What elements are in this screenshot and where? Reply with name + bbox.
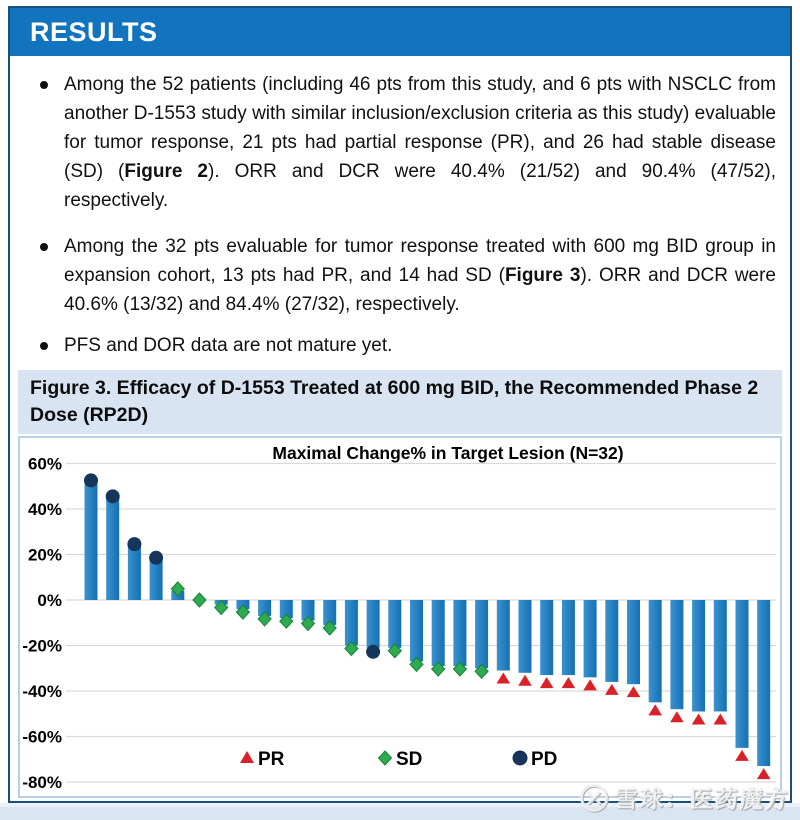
bar	[584, 600, 597, 677]
pr-marker	[648, 704, 662, 715]
bar	[453, 600, 466, 666]
bar	[736, 600, 749, 748]
legend-label: PD	[531, 749, 558, 770]
pd-marker	[127, 537, 141, 551]
pr-marker	[714, 713, 728, 724]
bullet-dot-icon	[40, 342, 48, 350]
bar	[627, 600, 640, 684]
figure3-caption: Figure 3. Efficacy of D-1553 Treated at 600 mg BID, the Recommended Phase 2 Dose (RP2D)	[18, 370, 782, 434]
xueqiu-logo-icon	[579, 783, 609, 813]
pr-marker	[627, 686, 641, 697]
bullet-dot-icon	[40, 243, 48, 251]
legend-pd-marker-icon	[513, 751, 528, 766]
bullet-dot-icon	[40, 81, 48, 89]
bar	[714, 600, 727, 711]
bullet-item	[30, 70, 776, 215]
y-tick-label: -20%	[22, 636, 62, 656]
results-panel	[8, 6, 792, 804]
bar	[519, 600, 532, 673]
bar	[475, 600, 488, 668]
y-tick-label: 40%	[27, 500, 62, 519]
pr-marker	[497, 673, 511, 684]
watermark	[579, 781, 790, 814]
bullet-text: PFS and DOR data are not mature yet.	[64, 335, 393, 356]
waterfall-chart-container	[18, 436, 782, 798]
pd-marker	[149, 551, 163, 565]
bar	[432, 600, 445, 666]
waterfall-chart	[20, 438, 782, 796]
legend-pr-marker-icon	[240, 751, 254, 763]
pr-marker	[735, 750, 749, 761]
bar	[692, 600, 705, 711]
y-tick-label: 0%	[37, 591, 62, 610]
bar	[106, 495, 119, 600]
results-section-header: RESULTS	[10, 8, 790, 56]
y-tick-label: 60%	[27, 454, 62, 474]
bar	[670, 600, 683, 709]
pr-marker	[562, 677, 576, 688]
bullet-text: Among the 32 pts evaluable for tumor response treated with 600 mg BID group in expansion cohort, 13 pts had PR, and 14 had SD (Figure 3). ORR and DCR were 40.6% (13/32) and 84.4% (27/32), respectively.	[64, 236, 777, 315]
legend-label: PR	[258, 749, 285, 770]
legend-sd-marker-icon	[379, 751, 392, 765]
y-tick-label: 20%	[27, 545, 62, 565]
y-tick-label: -40%	[22, 682, 62, 701]
bar	[757, 600, 770, 766]
y-tick-label: -80%	[22, 773, 62, 792]
bar	[388, 600, 401, 648]
bullet-text: Among the 52 patients (including 46 pts from this study, and 6 pts with NSCLC from another D-1553 study with similar inclusion/exclusion criteria as this study) evaluable for tumor response, 21 pts had partial response (PR), and 26 had stable disease (SD) (Figure 2). ORR and DCR were 40.4% (21/52) and 90.4% (47/52), respectively.	[64, 74, 776, 211]
pr-marker	[605, 684, 619, 695]
y-tick-label: -60%	[22, 727, 62, 747]
bar	[540, 600, 553, 675]
pr-marker	[670, 711, 684, 722]
pr-marker	[583, 679, 597, 690]
pr-marker	[692, 713, 706, 724]
bar	[605, 600, 618, 682]
pd-marker	[366, 645, 380, 659]
pr-marker	[518, 675, 532, 686]
legend-label: SD	[396, 749, 423, 770]
bar	[85, 479, 98, 600]
bullet-item	[30, 331, 776, 360]
bar	[128, 543, 141, 600]
bar	[410, 600, 423, 661]
sd-marker	[193, 593, 206, 607]
bar	[562, 600, 575, 675]
bullet-list	[10, 56, 790, 360]
pr-marker	[757, 768, 771, 779]
bar	[497, 600, 510, 671]
chart-title: Maximal Change% in Target Lesion (N=32)	[272, 443, 624, 463]
pr-marker	[540, 677, 554, 688]
bar	[649, 600, 662, 702]
pd-marker	[84, 473, 98, 487]
bullet-item	[30, 232, 776, 319]
bar	[345, 600, 358, 646]
bar	[367, 600, 380, 648]
watermark-text: 雪球：医药魔方	[615, 786, 790, 812]
pd-marker	[106, 489, 120, 503]
